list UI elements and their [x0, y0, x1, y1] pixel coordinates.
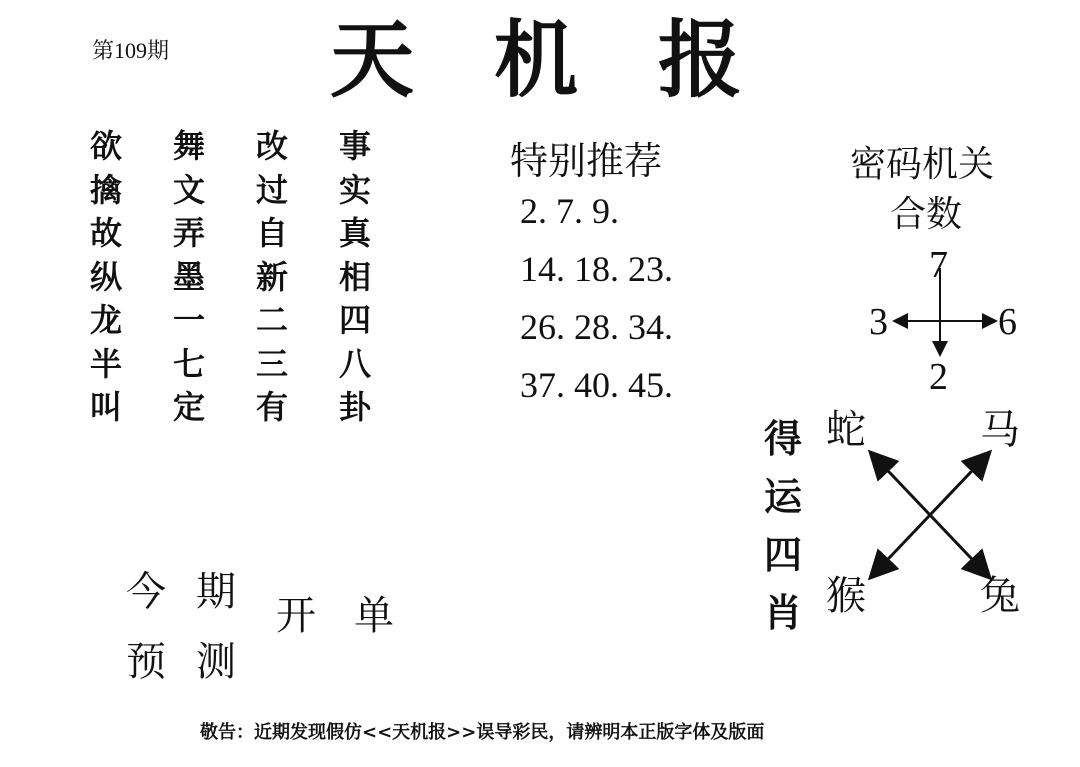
- poem-char: 三: [256, 344, 289, 383]
- recommend-row: 26. 28. 34.: [520, 307, 673, 347]
- recommend-row: 14. 18. 23.: [520, 249, 673, 289]
- poem-char: 有: [256, 388, 289, 426]
- zodiac-top-left: 蛇: [826, 407, 866, 453]
- luck-char: 四: [764, 533, 803, 577]
- zodiac-bottom-right: 兔: [980, 573, 1020, 619]
- password-subtitle: 合数: [890, 194, 963, 235]
- notice-text: 敬告：近期发现假仿<<天机报>>误导彩民，请辨明本正版字体及版面: [200, 722, 765, 743]
- poem-char: 一: [173, 301, 206, 339]
- recommend-row: 37. 40. 45.: [520, 365, 673, 405]
- luck-char: 肖: [764, 591, 803, 635]
- password-title: 密码机关: [850, 144, 995, 185]
- poem-char: 定: [173, 388, 206, 426]
- recommend-title: 特别推荐: [510, 139, 663, 183]
- poem-char: 叫: [90, 388, 123, 426]
- poem-char: 自: [256, 214, 289, 252]
- prediction-char: 测: [196, 639, 236, 685]
- poem-char: 改: [256, 127, 289, 165]
- poem-char: 实: [339, 170, 372, 209]
- recommend-row: 2. 7. 9.: [520, 191, 619, 231]
- newspaper-title: 天机报: [330, 10, 823, 109]
- poem-char: 七: [173, 344, 206, 383]
- recommend-numbers: [520, 190, 673, 422]
- poem-char: 弄: [173, 214, 206, 252]
- prediction-char: 预: [126, 639, 166, 685]
- issue-number: 第109期: [92, 38, 170, 63]
- poem-char: 龙: [90, 301, 123, 339]
- poem-char: 擒: [90, 170, 123, 209]
- cross-left-number: 3: [869, 301, 888, 343]
- poem-char: 墨: [173, 257, 206, 296]
- arrow-to-horse: [930, 454, 988, 515]
- poem-char: 八: [339, 344, 372, 383]
- cross-top-number: 7: [929, 244, 948, 286]
- luck-vertical-text: [764, 410, 808, 642]
- poem-char: 新: [256, 257, 289, 296]
- luck-char: 运: [764, 475, 803, 519]
- poem-char: 文: [173, 170, 206, 209]
- poem-char: 真: [339, 214, 372, 252]
- poem-char: 四: [339, 301, 372, 339]
- poem-char: 舞: [173, 127, 206, 165]
- poem-char: 卦: [339, 388, 372, 426]
- poem-char: 事: [339, 127, 372, 165]
- prediction-result: 开: [276, 593, 316, 639]
- x-arrows: [860, 440, 1000, 590]
- arrow-to-monkey: [872, 515, 930, 576]
- poem-char: 故: [90, 214, 123, 252]
- poem-char: 过: [256, 170, 289, 209]
- poem-char: 欲: [90, 127, 123, 165]
- poem-char: 相: [339, 257, 372, 296]
- poem-char: 半: [90, 344, 123, 383]
- luck-char: 得: [764, 417, 803, 461]
- poem-grid: [90, 127, 422, 435]
- arrow-to-rabbit: [930, 515, 988, 576]
- poem-char: 二: [256, 301, 289, 339]
- cross-right-number: 6: [998, 301, 1017, 343]
- poem-char: 纵: [90, 257, 123, 296]
- prediction-char: 期: [196, 569, 236, 615]
- zodiac-bottom-left: 猴: [826, 573, 866, 619]
- arrow-to-snake: [872, 454, 930, 515]
- cross-bottom-number: 2: [929, 356, 948, 398]
- prediction-char: 今: [126, 569, 166, 615]
- zodiac-top-right: 马: [980, 407, 1020, 453]
- prediction-result: 单: [354, 593, 394, 639]
